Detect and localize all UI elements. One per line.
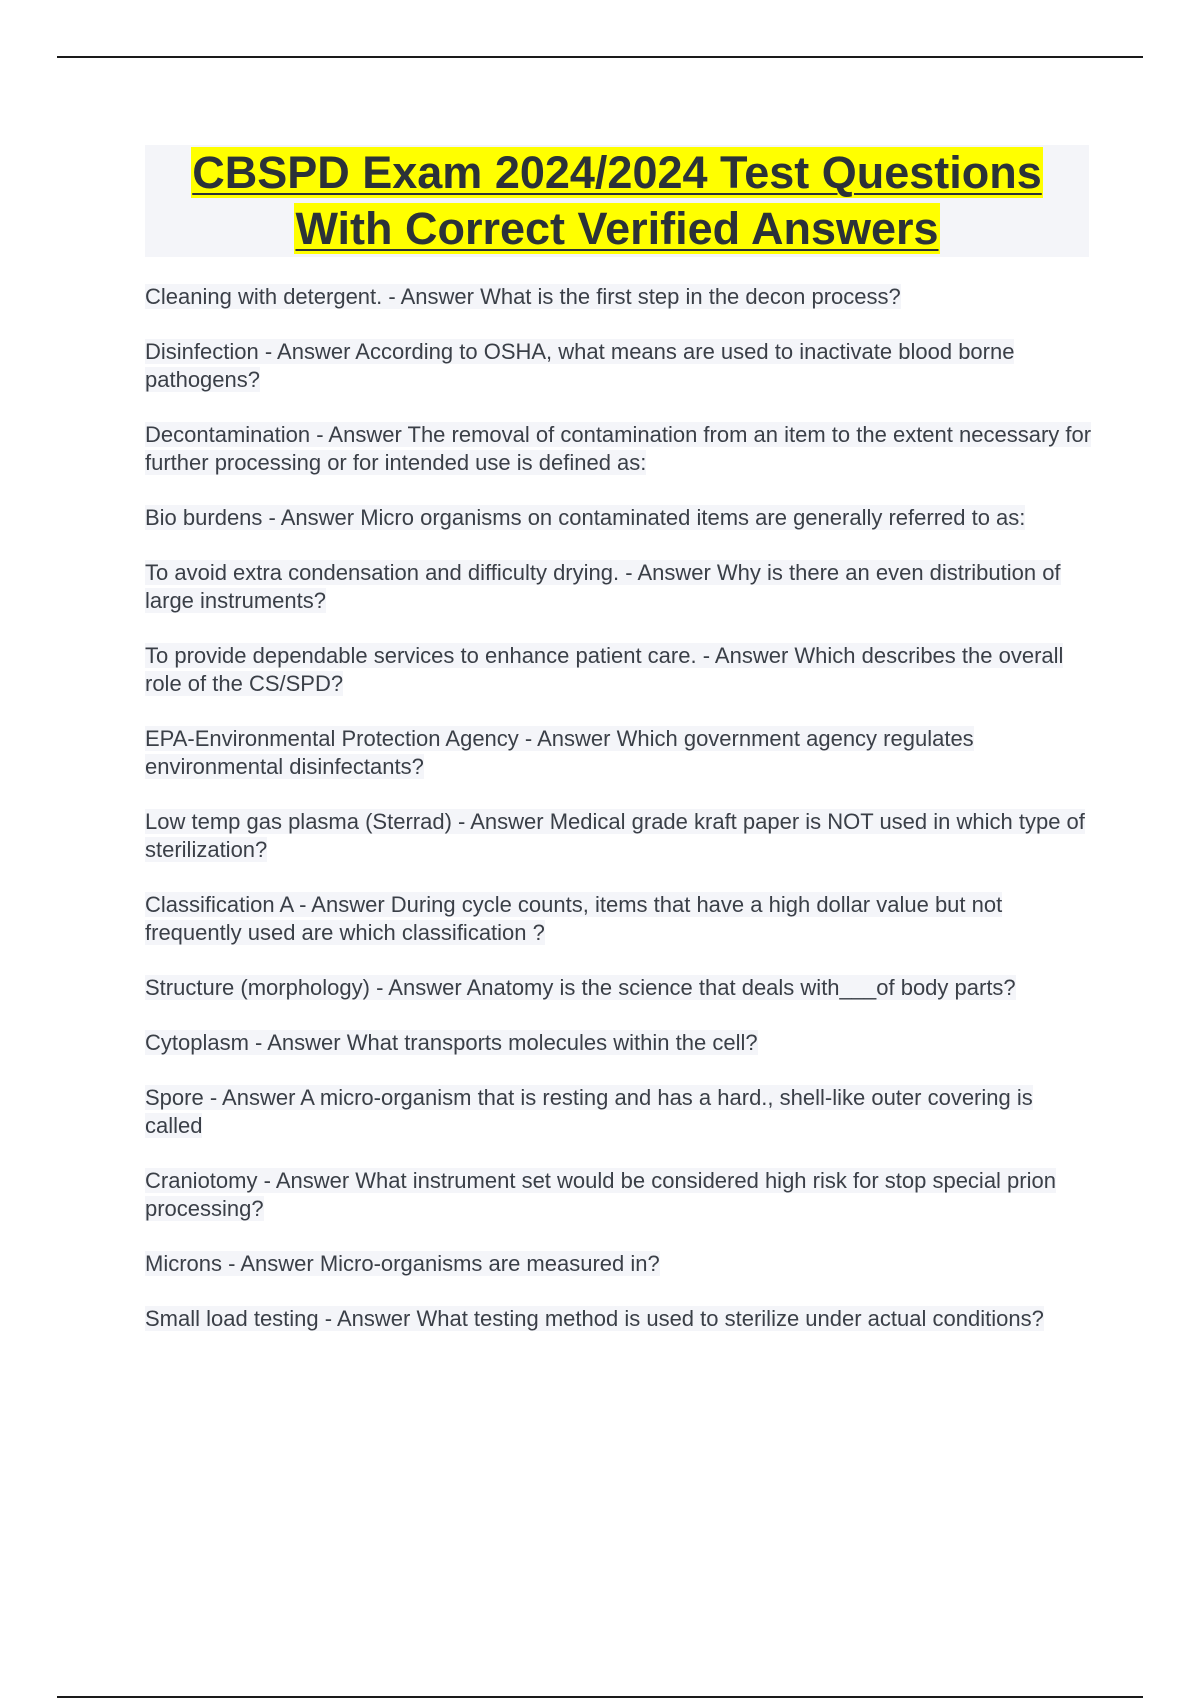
qa-item (145, 559, 1095, 615)
qa-item (145, 974, 1095, 1002)
qa-item-text: Decontamination - Answer The removal of contamination from an item to the extent necessary for further processing or for intended use is defined as: (145, 422, 1092, 475)
qa-item-text: To avoid extra condensation and difficulty drying. - Answer Why is there an even distribution of large instruments? (145, 560, 1061, 613)
qa-item-text: Spore - Answer A micro-organism that is resting and has a hard., shell-like outer covering is called (145, 1085, 1033, 1138)
qa-item-text: Disinfection - Answer According to OSHA, what means are used to inactivate blood borne pathogens? (145, 339, 1015, 392)
title-line-1 (145, 145, 1089, 201)
qa-list (145, 283, 1095, 1360)
qa-item-text: Small load testing - Answer What testing method is used to sterilize under actual conditions? (145, 1306, 1044, 1331)
qa-item (145, 283, 1095, 311)
qa-item (145, 891, 1095, 947)
qa-item (145, 1250, 1095, 1278)
qa-item-text: EPA-Environmental Protection Agency - Answer Which government agency regulates environmental disinfectants? (145, 726, 974, 779)
qa-item (145, 421, 1095, 477)
title-line-2 (145, 201, 1089, 257)
qa-item-text: Classification A - Answer During cycle counts, items that have a high dollar value but not frequently used are which classification ? (145, 892, 1003, 945)
qa-item-text: Craniotomy - Answer What instrument set would be considered high risk for stop special prion processing? (145, 1168, 1056, 1221)
title-line-1-text: CBSPD Exam 2024/2024 Test Questions (192, 147, 1042, 198)
qa-item (145, 338, 1095, 394)
qa-item (145, 1167, 1095, 1223)
qa-item-text: Low temp gas plasma (Sterrad) - Answer Medical grade kraft paper is NOT used in which type of sterilization? (145, 809, 1085, 862)
qa-item (145, 1305, 1095, 1333)
qa-item (145, 1084, 1095, 1140)
qa-item (145, 808, 1095, 864)
document-title (145, 145, 1089, 257)
qa-item (145, 642, 1095, 698)
qa-item (145, 1029, 1095, 1057)
qa-item-text: To provide dependable services to enhance patient care. - Answer Which describes the overall role of the CS/SPD? (145, 643, 1064, 696)
qa-item-text: Structure (morphology) - Answer Anatomy is the science that deals with___of body parts? (145, 975, 1016, 1000)
qa-item-text: Cytoplasm - Answer What transports molecules within the cell? (145, 1030, 758, 1055)
qa-item (145, 504, 1095, 532)
bottom-rule (57, 1696, 1143, 1698)
qa-item (145, 725, 1095, 781)
title-line-2-text: With Correct Verified Answers (295, 203, 939, 254)
qa-item-text: Microns - Answer Micro-organisms are measured in? (145, 1251, 660, 1276)
qa-item-text: Cleaning with detergent. - Answer What is the first step in the decon process? (145, 284, 901, 309)
top-rule (57, 56, 1143, 58)
qa-item-text: Bio burdens - Answer Micro organisms on contaminated items are generally referred to as: (145, 505, 1026, 530)
